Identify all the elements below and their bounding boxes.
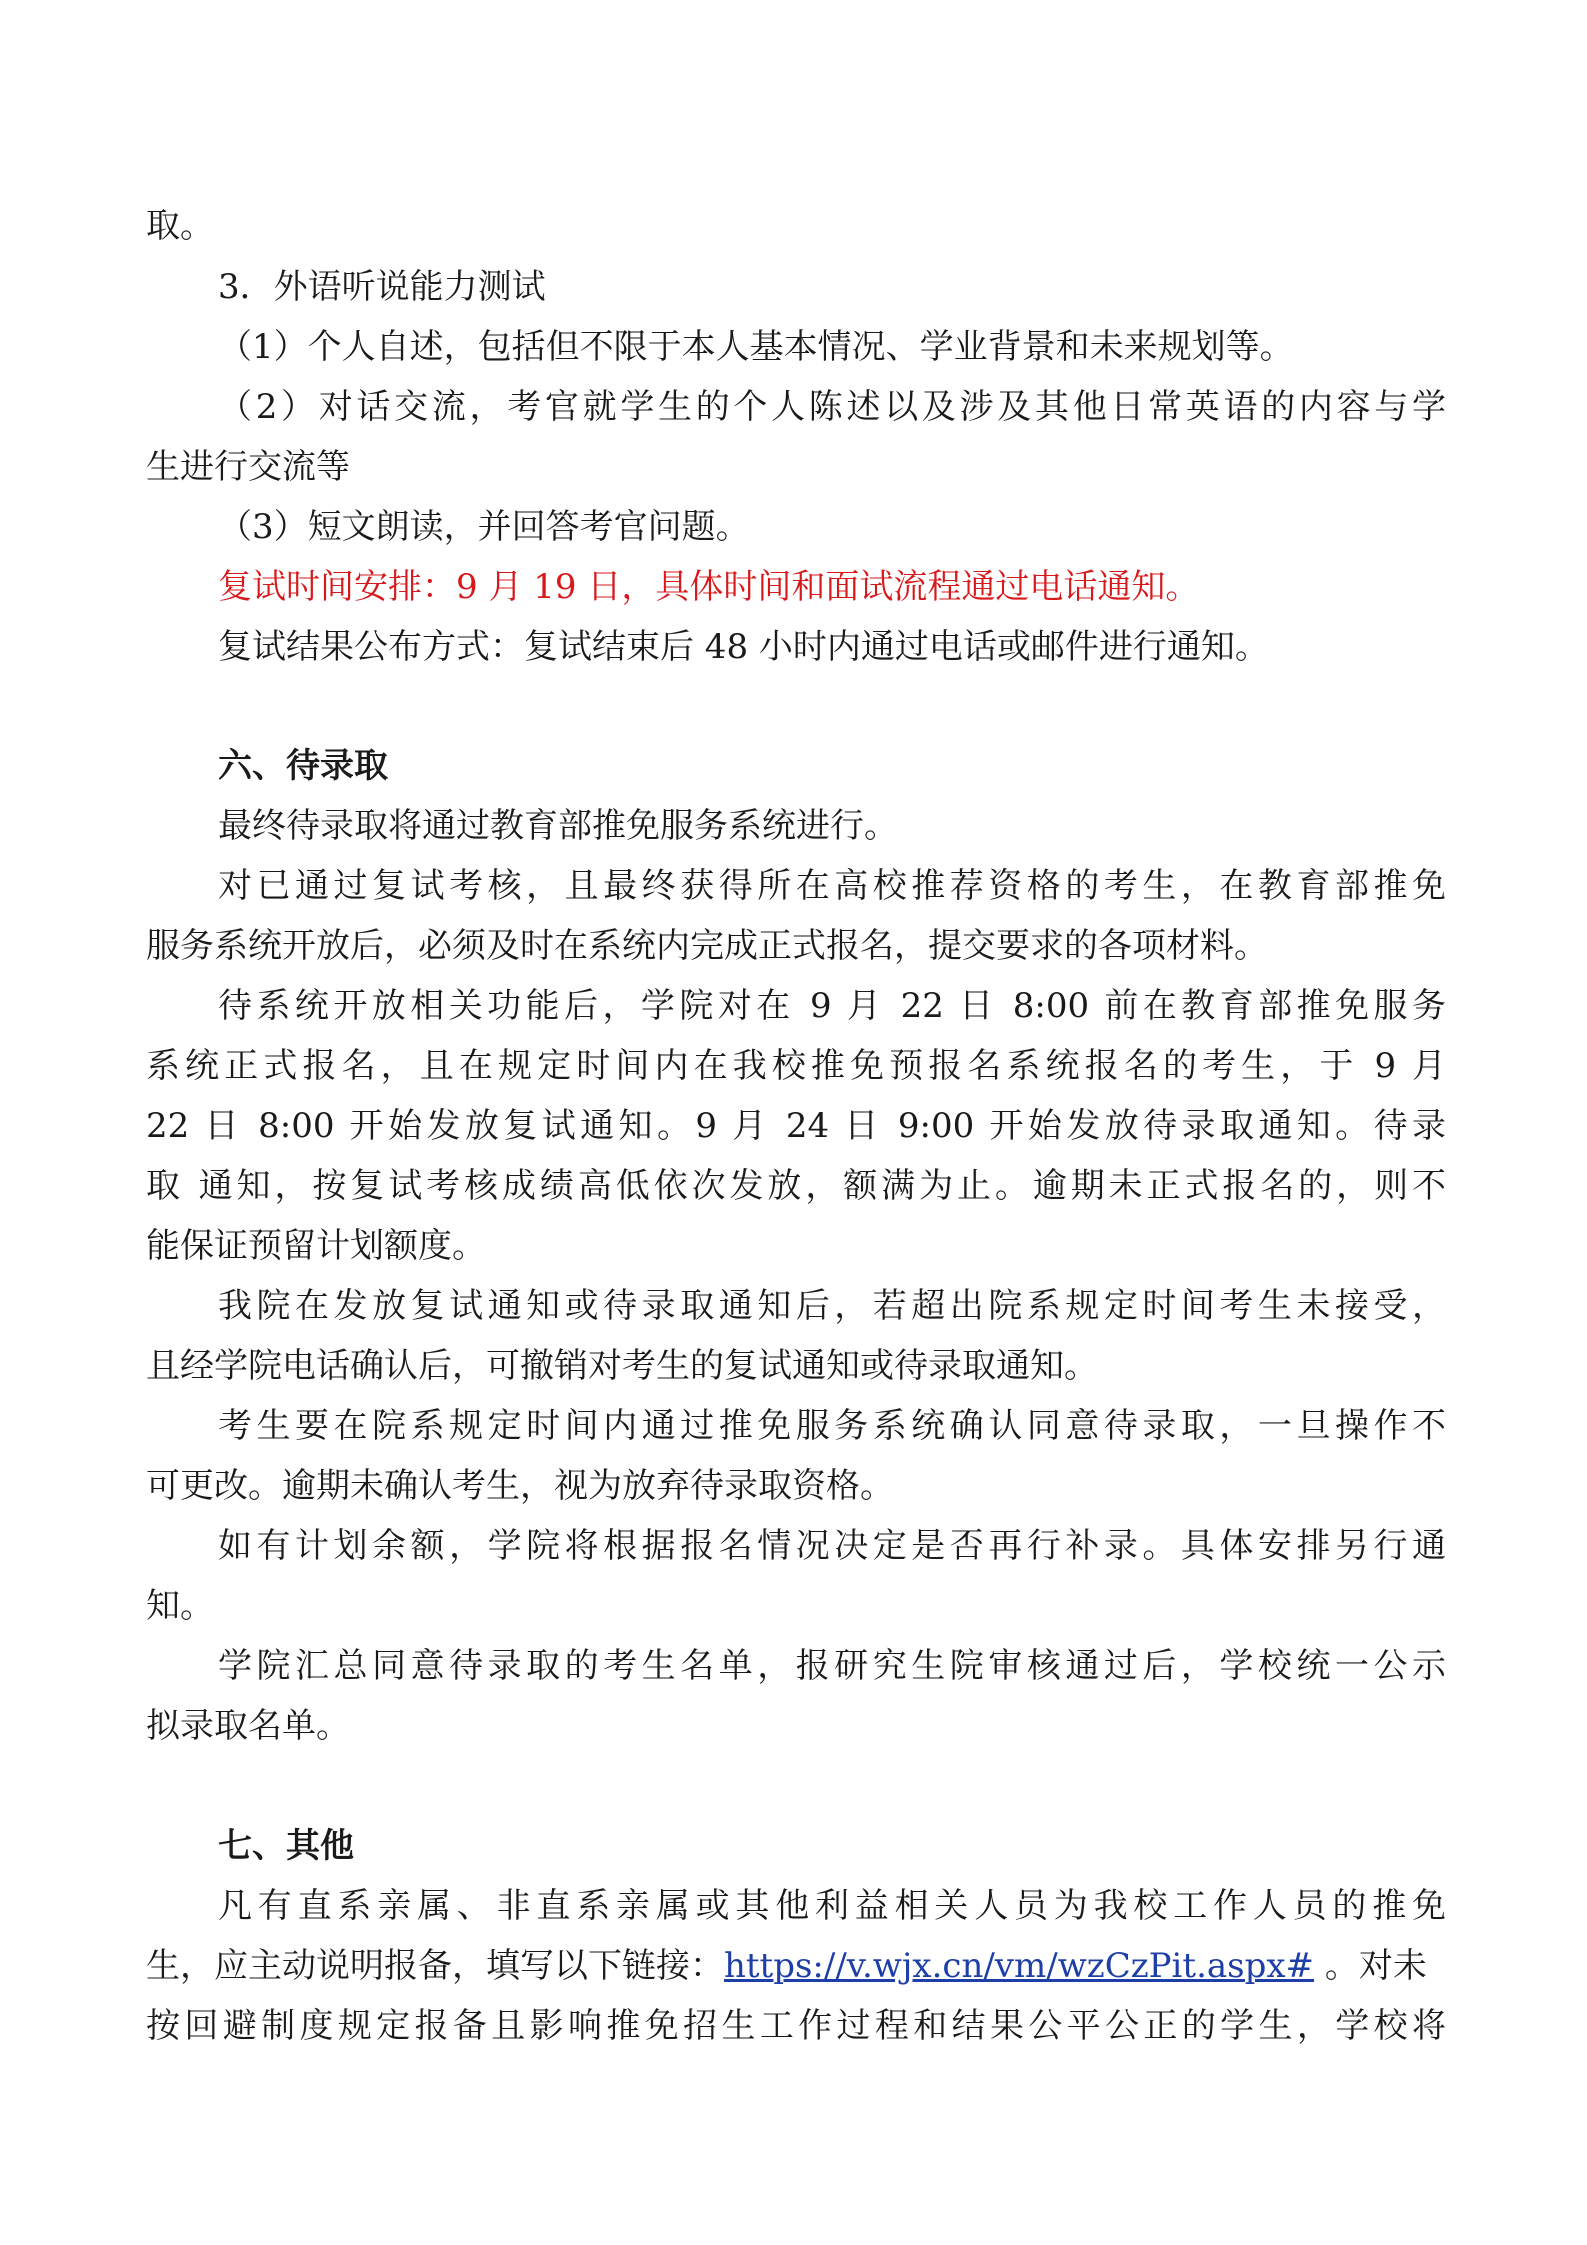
text-line: 待系统开放相关功能后，学院对在 9 月 22 日 8:00 前在教育部推免服务	[218, 986, 1446, 1026]
retest-schedule-notice: 复试时间安排：9 月 19 日，具体时间和面试流程通过电话通知。	[218, 567, 1200, 607]
text-line: 按回避制度规定报备且影响推免招生工作过程和结果公平公正的学生，学校将	[146, 2006, 1446, 2046]
text-line: 对已通过复试考核，且最终获得所在高校推荐资格的考生，在教育部推免	[218, 866, 1446, 906]
text-line: 能保证预留计划额度。	[146, 1226, 486, 1266]
text-line: 学院汇总同意待录取的考生名单，报研究生院审核通过后，学校统一公示	[218, 1646, 1446, 1686]
text-line: （2）对话交流，考官就学生的个人陈述以及涉及其他日常英语的内容与学	[218, 387, 1446, 427]
section-heading-pending-admission: 六、待录取	[218, 746, 388, 786]
text-line: 22 日 8:00 开始发放复试通知。9 月 24 日 9:00 开始发放待录取通知。待录	[146, 1106, 1446, 1146]
text-line: 复试结果公布方式：复试结束后 48 小时内通过电话或邮件进行通知。	[218, 627, 1269, 667]
text-line: 服务系统开放后，必须及时在系统内完成正式报名，提交要求的各项材料。	[146, 926, 1268, 966]
text-line: 生进行交流等	[146, 447, 350, 487]
text-line: 知。	[146, 1586, 214, 1626]
text-line: （3）短文朗读，并回答考官问题。	[218, 507, 750, 547]
text-line: 我院在发放复试通知或待录取通知后，若超出院系规定时间考生未接受，	[218, 1286, 1446, 1326]
section-heading-other: 七、其他	[218, 1826, 354, 1866]
text-segment: 生，应主动说明报备，填写以下链接：	[146, 1946, 724, 1986]
text-line: （1）个人自述，包括但不限于本人基本情况、学业背景和未来规划等。	[218, 327, 1294, 367]
text-line: 取 通知，按复试考核成绩高低依次发放，额满为止。逾期未正式报名的，则不	[146, 1166, 1446, 1206]
text-line: 如有计划余额，学院将根据报名情况决定是否再行补录。具体安排另行通	[218, 1526, 1446, 1566]
text-line: 且经学院电话确认后，可撤销对考生的复试通知或待录取通知。	[146, 1346, 1098, 1386]
text-line: 凡有直系亲属、非直系亲属或其他利益相关人员为我校工作人员的推免	[218, 1886, 1446, 1926]
text-line: 可更改。逾期未确认考生，视为放弃待录取资格。	[146, 1466, 894, 1506]
text-line: 考生要在院系规定时间内通过推免服务系统确认同意待录取，一旦操作不	[218, 1406, 1446, 1446]
text-line-with-link	[146, 1945, 1446, 1987]
text-line: 最终待录取将通过教育部推免服务系统进行。	[218, 806, 898, 846]
text-segment: 。对未	[1314, 1946, 1427, 1986]
subheading-listening-speaking-test: 3．外语听说能力测试	[218, 267, 546, 307]
text-line: 拟录取名单。	[146, 1706, 350, 1746]
text-line: 取。	[146, 206, 214, 246]
text-line: 系统正式报名，且在规定时间内在我校推免预报名系统报名的考生，于 9 月	[146, 1046, 1446, 1086]
report-form-link[interactable]: https://v.wjx.cn/vm/wzCzPit.aspx#	[724, 1946, 1315, 1986]
